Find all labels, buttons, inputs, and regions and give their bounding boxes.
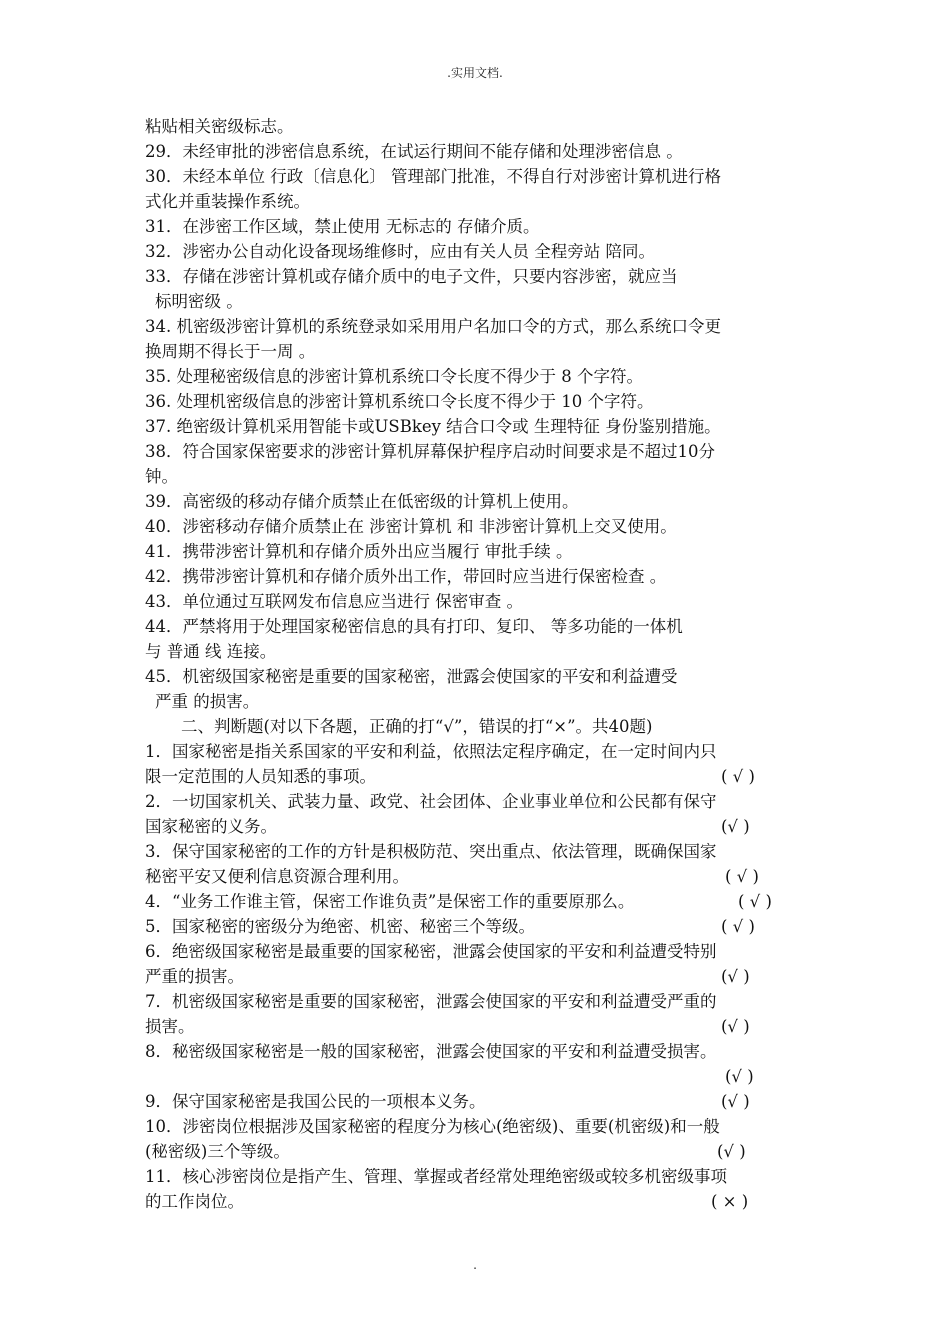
answer-mark: ( √ ) bbox=[738, 892, 772, 911]
text-line: 的工作岗位。 ( × ) bbox=[145, 1189, 825, 1214]
text-line: 44．严禁将用于处理国家秘密信息的具有打印、复印、 等多功能的一体机 bbox=[145, 617, 683, 636]
text-line: 45．机密级国家秘密是重要的国家秘密，泄露会使国家的平安和利益遭受 bbox=[145, 667, 678, 686]
text-line: 10．涉密岗位根据涉及国家秘密的程度分为核心(绝密级)、重要(机密级)和一般 bbox=[145, 1117, 720, 1136]
answer-mark: ( √ ) bbox=[721, 767, 755, 786]
text-line: 7．机密级国家秘密是重要的国家秘密，泄露会使国家的平安和利益遭受严重的 bbox=[145, 992, 717, 1011]
answer-mark: (√ ) bbox=[717, 1142, 746, 1161]
page-footer: . bbox=[473, 1258, 477, 1272]
text-line: 31．在涉密工作区域，禁止使用 无标志的 存储介质。 bbox=[145, 217, 540, 236]
text-line: 36. 处理机密级信息的涉密计算机系统口令长度不得少于 10 个字符。 bbox=[145, 392, 654, 411]
answer-mark: ( √ ) bbox=[725, 867, 759, 886]
answer-mark: ( √ ) bbox=[721, 917, 755, 936]
text-line: 43．单位通过互联网发布信息应当进行 保密审查 。 bbox=[145, 592, 523, 611]
text-line: 39．高密级的移动存储介质禁止在低密级的计算机上使用。 bbox=[145, 492, 579, 511]
answer-mark: ( × ) bbox=[711, 1192, 749, 1211]
section-heading: 二、判断题(对以下各题，正确的打“√”，错误的打“×”。共40题) bbox=[181, 717, 653, 736]
text-line: 5．国家秘密的密级分为绝密、机密、秘密三个等级。 ( √ ) bbox=[145, 914, 825, 939]
text-line: 42．携带涉密计算机和存储介质外出工作，带回时应当进行保密检查 。 bbox=[145, 567, 667, 586]
answer-mark: (√ ) bbox=[725, 1067, 754, 1086]
text-line: 2．一切国家机关、武装力量、政党、社会团体、企业事业单位和公民都有保守 bbox=[145, 792, 717, 811]
text-line: 32．涉密办公自动化设备现场维修时，应由有关人员 全程旁站 陪同。 bbox=[145, 242, 655, 261]
text-line: 30．未经本单位 行政〔信息化〕 管理部门批准，不得自行对涉密计算机进行格 bbox=[145, 167, 721, 186]
text-line: 41．携带涉密计算机和存储介质外出应当履行 审批手续 。 bbox=[145, 542, 573, 561]
text-line: 钟。 bbox=[145, 467, 178, 486]
text-line: 与 普通 线 连接。 bbox=[145, 642, 277, 661]
text-line: 秘密平安又便利信息资源合理利用。 ( √ ) bbox=[145, 864, 825, 889]
answer-mark: (√ ) bbox=[721, 1017, 750, 1036]
text-line: 4．“业务工作谁主管，保密工作谁负责”是保密工作的重要原那么。 ( √ ) bbox=[145, 889, 825, 914]
text-line: 37. 绝密级计算机采用智能卡或USBkey 结合口令或 生理特征 身份鉴别措施。 bbox=[145, 417, 721, 436]
text-line: 3．保守国家秘密的工作的方针是积极防范、突出重点、依法管理，既确保国家 bbox=[145, 842, 717, 861]
text-line: (秘密级)三个等级。 (√ ) bbox=[145, 1139, 825, 1164]
text-line: 8．秘密级国家秘密是一般的国家秘密，泄露会使国家的平安和利益遭受损害。 bbox=[145, 1042, 717, 1061]
text-line: 1．国家秘密是指关系国家的平安和利益，依照法定程序确定，在一定时间内只 bbox=[145, 742, 717, 761]
text-line: 粘贴相关密级标志。 bbox=[145, 117, 294, 136]
answer-mark: (√ ) bbox=[721, 967, 750, 986]
text-line: 国家秘密的义务。 (√ ) bbox=[145, 814, 825, 839]
answer-mark: (√ ) bbox=[721, 1092, 750, 1111]
text-line: 损害。 (√ ) bbox=[145, 1014, 825, 1039]
page-header: .实用文档. bbox=[447, 66, 503, 80]
text-line bbox=[145, 1064, 825, 1089]
text-line: 式化并重装操作系统。 bbox=[145, 192, 310, 211]
text-line: 严重的损害。 (√ ) bbox=[145, 964, 825, 989]
document-body bbox=[145, 114, 825, 1214]
text-line: 40．涉密移动存储介质禁止在 涉密计算机 和 非涉密计算机上交叉使用。 bbox=[145, 517, 677, 536]
text-line: 换周期不得长于一周 。 bbox=[145, 342, 316, 361]
text-line: 33．存储在涉密计算机或存储介质中的电子文件，只要内容涉密，就应当 bbox=[145, 267, 678, 286]
text-line: 35. 处理秘密级信息的涉密计算机系统口令长度不得少于 8 个字符。 bbox=[145, 367, 643, 386]
text-line: 34. 机密级涉密计算机的系统登录如采用用户名加口令的方式，那么系统口令更 bbox=[145, 317, 721, 336]
text-line: 9．保守国家秘密是我国公民的一项根本义务。 (√ ) bbox=[145, 1089, 825, 1114]
text-line: 严重 的损害。 bbox=[155, 692, 260, 711]
text-line: 11．核心涉密岗位是指产生、管理、掌握或者经常处理绝密级或较多机密级事项 bbox=[145, 1167, 727, 1186]
text-line: 6．绝密级国家秘密是最重要的国家秘密，泄露会使国家的平安和利益遭受特别 bbox=[145, 942, 717, 961]
answer-mark: (√ ) bbox=[721, 817, 750, 836]
text-line: 38．符合国家保密要求的涉密计算机屏幕保护程序启动时间要求是不超过10分 bbox=[145, 442, 715, 461]
text-line: 标明密级 。 bbox=[155, 292, 243, 311]
text-line: 29．未经审批的涉密信息系统，在试运行期间不能存储和处理涉密信息 。 bbox=[145, 142, 683, 161]
text-line: 限一定范围的人员知悉的事项。 ( √ ) bbox=[145, 764, 825, 789]
